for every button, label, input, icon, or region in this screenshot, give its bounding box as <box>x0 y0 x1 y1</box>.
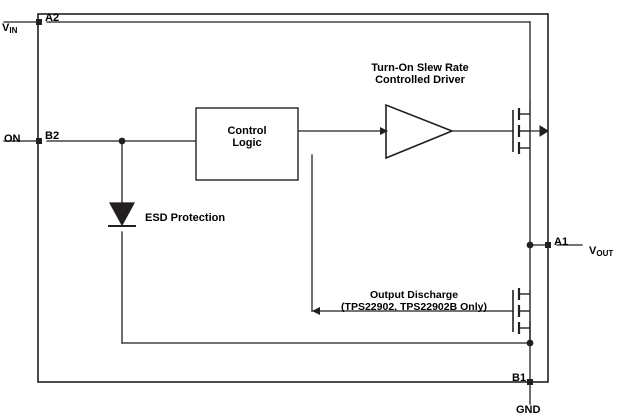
label-pin-b1: B1 <box>512 372 527 384</box>
esd-diode-symbol <box>108 203 136 226</box>
label-output-discharge: Output Discharge (TPS22902, TPS22902B Only) <box>341 289 487 313</box>
pin-pad-b1 <box>527 379 533 385</box>
label-pin-a2: A2 <box>45 12 60 24</box>
label-control-logic: Control Logic <box>227 125 267 150</box>
high-side-mosfet-symbol <box>513 100 548 160</box>
pin-pad-b2 <box>36 138 42 144</box>
label-driver: Turn-On Slew Rate Controlled Driver <box>371 62 469 87</box>
label-gnd: GND <box>516 404 541 416</box>
label-vout: VOUT <box>589 245 614 258</box>
label-esd-protection: ESD Protection <box>145 212 226 224</box>
label-on: ON <box>4 133 21 145</box>
pin-pad-a2 <box>36 19 42 25</box>
junction-vout <box>527 242 534 249</box>
label-vin: VIN <box>2 22 18 35</box>
junction-on-esd <box>119 138 126 145</box>
pin-pad-a1 <box>545 242 551 248</box>
label-pin-a1: A1 <box>554 236 569 248</box>
label-pin-b2: B2 <box>45 130 60 142</box>
driver-amplifier-symbol <box>386 105 452 158</box>
